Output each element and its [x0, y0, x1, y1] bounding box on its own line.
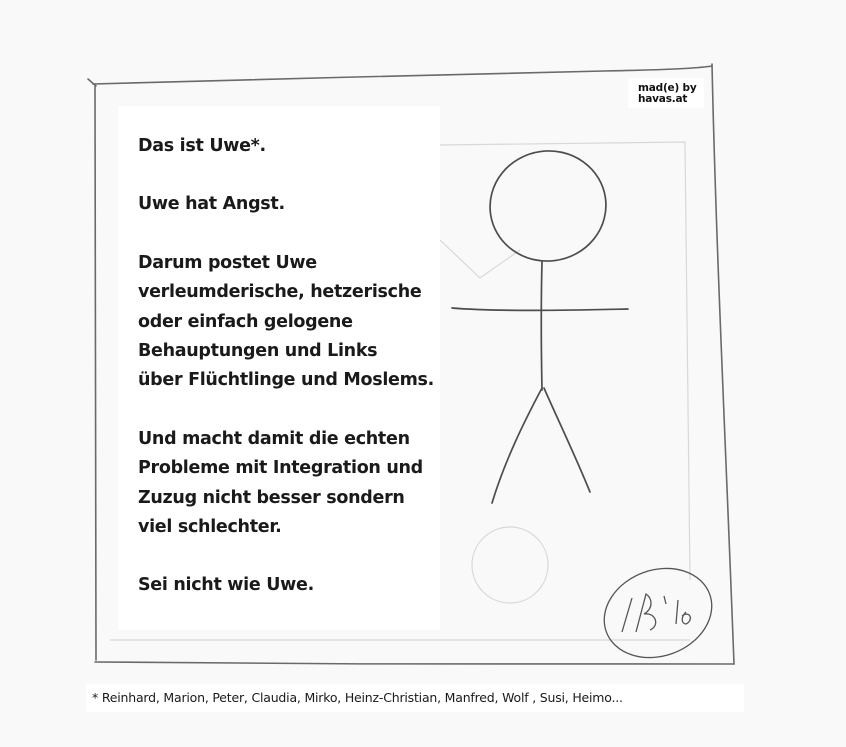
text-line-2: Uwe hat Angst.	[138, 194, 285, 215]
stick-figure	[452, 143, 628, 503]
signature	[592, 554, 725, 672]
stick-figure-left-leg	[492, 388, 542, 503]
logo-line-2: havas.at	[638, 93, 688, 105]
stick-figure-body	[541, 262, 542, 390]
text-paragraph-3-line-1: Darum postet Uwe	[138, 252, 317, 273]
text-paragraph-4-line-3: Zuzug nicht besser sondern	[138, 487, 405, 508]
text-paragraph-4-line-1: Und macht damit die echten	[138, 428, 410, 449]
text-paragraph-4-line-4: viel schlechter.	[138, 517, 282, 538]
comic-text-panel	[118, 106, 440, 630]
text-line-1: Das ist Uwe*.	[138, 136, 266, 156]
footnote: * Reinhard, Marion, Peter, Claudia, Mirko, Heinz-Christian, Manfred, Wolf , Susi, Heimo...	[86, 684, 744, 712]
text-paragraph-3-line-5: über Flüchtlinge und Moslems.	[138, 370, 434, 391]
logo-line-1: mad(e) by	[638, 82, 697, 94]
stick-figure-arms	[452, 308, 628, 310]
stick-figure-right-leg	[544, 388, 590, 492]
text-paragraph-3-line-4: Behauptungen und Links	[138, 341, 378, 362]
text-paragraph-3-line-3: oder einfach gelogene	[138, 311, 353, 332]
text-paragraph-3-line-2: verleumderische, hetzerische	[138, 282, 422, 303]
made-by-havas-logo	[628, 78, 704, 108]
text-line-5: Sei nicht wie Uwe.	[138, 575, 314, 596]
text-paragraph-4-line-2: Probleme mit Integration und	[138, 458, 423, 479]
stick-figure-head	[483, 143, 613, 268]
